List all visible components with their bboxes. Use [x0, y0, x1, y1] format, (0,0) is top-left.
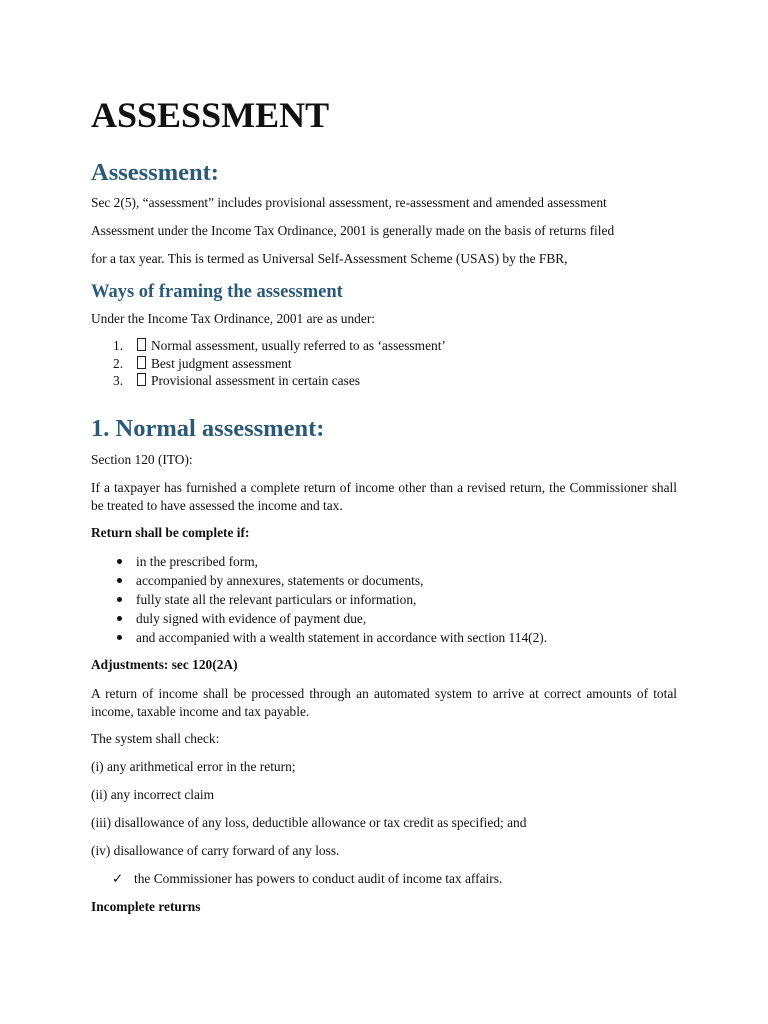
bullet-icon — [117, 559, 122, 564]
checkmark-note-text: the Commissioner has powers to conduct audit of income tax affairs. — [134, 871, 503, 886]
list-item-text: Provisional assessment in certain cases — [151, 373, 360, 388]
list-number: 2. — [113, 355, 124, 371]
checkmark-icon: ✓ — [112, 871, 124, 886]
list-item — [91, 355, 446, 373]
check-item-i: (i) any arithmetical error in the return; — [91, 759, 296, 774]
heading-return-complete: Return shall be complete if: — [91, 525, 250, 540]
bullet-icon — [117, 578, 122, 583]
list-item-text: in the prescribed form, — [136, 554, 258, 569]
list-item-text: Best judgment assessment — [151, 355, 292, 371]
check-item-iv: (iv) disallowance of carry forward of any loss. — [91, 843, 340, 858]
list-number: 1. — [113, 338, 124, 353]
paragraph-definition: Sec 2(5), “assessment” includes provisional assessment, re-assessment and amended assessment — [91, 195, 607, 210]
paragraph-usas: for a tax year. This is termed as Universal Self-Assessment Scheme (USAS) by the FBR, — [91, 251, 568, 266]
list-item-text: duly signed with evidence of payment due, — [136, 611, 367, 626]
heading-ways: Ways of framing the assessment — [91, 282, 343, 302]
list-number: 3. — [113, 373, 124, 388]
page-title: ASSESSMENT — [91, 95, 330, 135]
list-item — [91, 571, 547, 590]
list-item-text: and accompanied with a wealth statement in accordance with section 114(2). — [136, 630, 548, 645]
list-item — [91, 590, 547, 609]
paragraph-ways-intro: Under the Income Tax Ordinance, 2001 are as under: — [91, 311, 376, 326]
bullet-icon — [117, 597, 122, 602]
bullet-icon — [117, 616, 122, 621]
list-item-text: fully state all the relevant particulars or information, — [136, 592, 417, 607]
list-item — [91, 552, 547, 571]
heading-incomplete-returns: Incomplete returns — [91, 899, 201, 914]
list-item — [91, 337, 446, 355]
heading-normal-assessment: 1. Normal assessment: — [91, 415, 325, 442]
heading-assessment: Assessment: — [91, 159, 219, 186]
paragraph-taxpayer: If a taxpayer has furnished a complete return of income other than a revised return, the Commissioner shall be treated to have assessed the income and tax. — [91, 480, 677, 513]
list-item — [91, 372, 446, 390]
list-item-text: Normal assessment, usually referred to as ‘assessment’ — [151, 338, 446, 353]
heading-adjustments: Adjustments: sec 120(2A) — [91, 657, 238, 672]
checkmark-note — [91, 871, 502, 887]
checkbox-glyph-icon — [137, 373, 146, 386]
ways-list — [91, 337, 446, 390]
check-item-iii: (iii) disallowance of any loss, deductible allowance or tax credit as specified; and — [91, 815, 527, 830]
paragraph-automated-system: A return of income shall be processed through an automated system to arrive at correct amounts of total income, taxable income and tax payable. — [91, 686, 677, 719]
check-item-ii: (ii) any incorrect claim — [91, 787, 215, 802]
list-item-text: accompanied by annexures, statements or documents, — [136, 573, 424, 588]
paragraph-basis: Assessment under the Income Tax Ordinance, 2001 is generally made on the basis of returns filed — [91, 223, 615, 238]
list-item — [91, 628, 547, 647]
checkbox-glyph-icon — [137, 356, 146, 369]
section-reference: Section 120 (ITO): — [91, 452, 193, 467]
checkbox-glyph-icon — [137, 338, 146, 351]
paragraph-system-check: The system shall check: — [91, 731, 220, 746]
complete-conditions-list — [91, 552, 547, 647]
bullet-icon — [117, 635, 122, 640]
list-item — [91, 609, 547, 628]
